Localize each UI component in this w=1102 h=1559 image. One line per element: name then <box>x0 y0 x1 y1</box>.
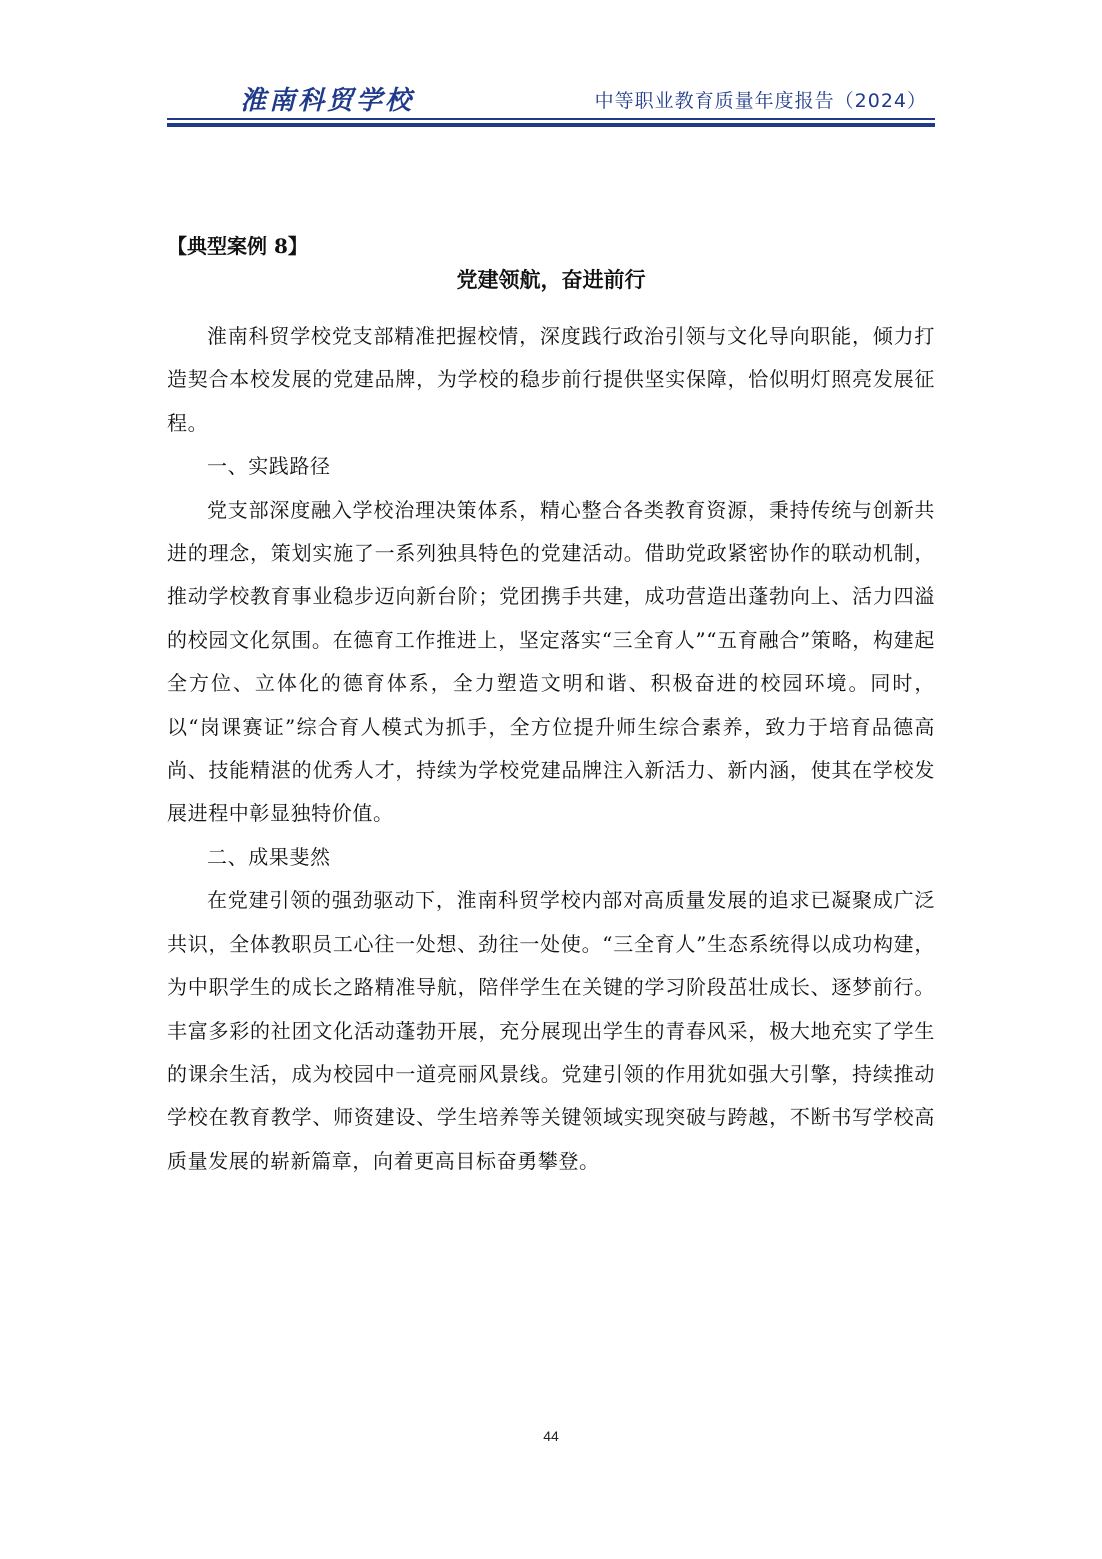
main-content <box>167 229 935 1183</box>
report-title: 中等职业教育质量年度报告（2024） <box>594 90 927 112</box>
case-title: 党建领航，奋进前行 <box>456 267 646 292</box>
results-paragraph: 在党建引领的强劲驱动下，淮南科贸学校内部对高质量发展的追求已凝聚成广泛共识，全体教职员工心往一处想、劲往一处使。“三全育人”生态系统得以成功构建，为中职学生的成长之路精准导航，陪伴学生在关键的学习阶段茁壮成长、逐梦前行。丰富多彩的社团文化活动蓬勃开展，充分展现出学生的青春风采，极大地充实了学生的课余生活，成为校园中一道亮丽风景线。党建引领的作用犹如强大引擎，持续推动学校在教育教学、师资建设、学生培养等关键领域实现突破与跨越，不断书写学校高质量发展的崭新篇章，向着更高目标奋勇攀登。 <box>167 888 935 1173</box>
section-heading-practice: 一、实践路径 <box>207 454 331 479</box>
page-number: 44 <box>543 1428 559 1444</box>
intro-paragraph: 淮南科贸学校党支部精准把握校情，深度践行政治引领与文化导向职能，倾力打造契合本校发展的党建品牌，为学校的稳步前行提供坚实保障，恰似明灯照亮发展征程。 <box>167 324 935 435</box>
header-rule-thick <box>167 123 935 127</box>
school-logo-text: 淮南科贸学校 <box>240 86 415 116</box>
practice-paragraph: 党支部深度融入学校治理决策体系，精心整合各类教育资源，秉持传统与创新共进的理念，策划实施了一系列独具特色的党建活动。借助党政紧密协作的联动机制，推动学校教育事业稳步迈向新台阶；党团携手共建，成功营造出蓬勃向上、活力四溢的校园文化氛围。在德育工作推进上，坚定落实“三全育人”“五育融合”策略，构建起全方位、立体化的德育体系，全力塑造文明和谐、积极奋进的校园环境。同时，以“岗课赛证”综合育人模式为抓手，全方位提升师生综合素养，致力于培育品德高尚、技能精湛的优秀人才，持续为学校党建品牌注入新活力、新内涵，使其在学校发展进程中彰显独特价值。 <box>167 497 935 826</box>
case-label: 【典型案例 8】 <box>167 234 308 258</box>
header-rule-thin <box>167 118 935 120</box>
page-header <box>167 78 935 126</box>
section-heading-results: 二、成果斐然 <box>207 844 331 869</box>
